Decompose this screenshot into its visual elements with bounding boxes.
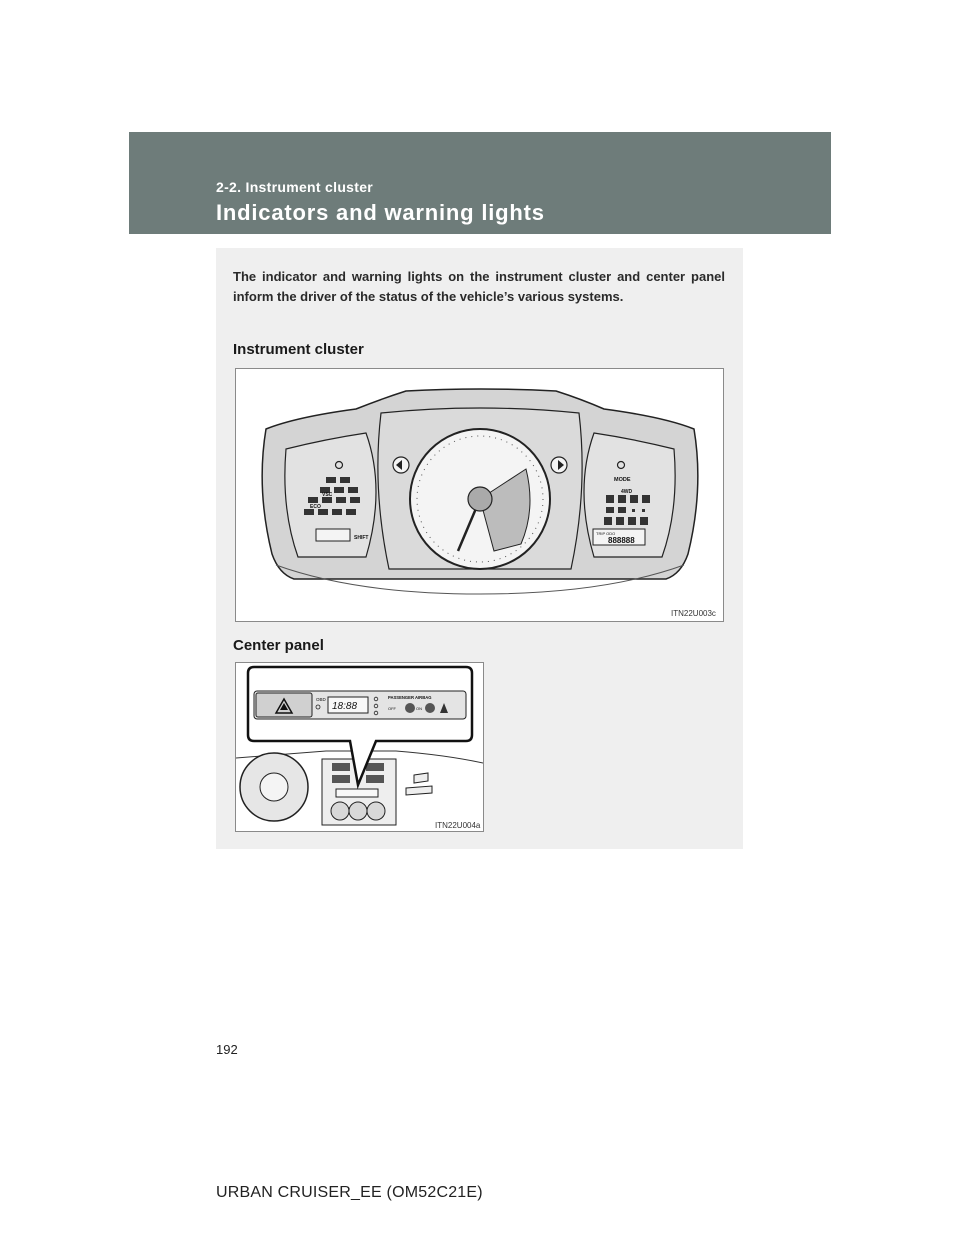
- eco-label: ECO: [310, 504, 321, 510]
- figure-code-cluster: ITN22U003c: [671, 609, 716, 618]
- page-number: 192: [216, 1042, 238, 1057]
- content-box: [216, 248, 743, 849]
- section-number: 2-2. Instrument cluster: [216, 179, 374, 195]
- odometer-digits: 888888: [608, 536, 635, 545]
- trip-odo-label: TRIP ODO: [596, 531, 616, 536]
- footer-model-code: URBAN CRUISER_EE (OM52C21E): [216, 1184, 483, 1201]
- instrument-cluster-drawing: [236, 369, 723, 621]
- obd-label: OBD: [316, 697, 326, 702]
- airbag-on-label: ON: [416, 706, 422, 711]
- passenger-airbag-label: PASSENGER AIRBAG: [388, 695, 432, 700]
- vsc-off-label: VSC: [322, 492, 333, 498]
- heading-center-panel: Center panel: [233, 637, 324, 654]
- page-title: Indicators and warning lights: [216, 200, 545, 225]
- airbag-off-label: OFF: [388, 706, 396, 711]
- center-panel-figure: [235, 662, 484, 832]
- clock-display: 18:88: [332, 701, 358, 712]
- mode-label: MODE: [614, 477, 631, 483]
- chapter-header: [129, 132, 831, 234]
- center-panel-drawing: [236, 663, 483, 831]
- 4wd-label: 4WD: [621, 489, 633, 495]
- shift-label: SHIFT: [354, 535, 369, 541]
- heading-instrument-cluster: Instrument cluster: [233, 341, 364, 358]
- instrument-cluster-figure: [235, 368, 724, 622]
- figure-code-panel: ITN22U004a: [435, 821, 481, 830]
- intro-paragraph: The indicator and warning lights on the instrument cluster and center panel inform the driver of the status of the vehicle’s various systems.: [233, 269, 725, 304]
